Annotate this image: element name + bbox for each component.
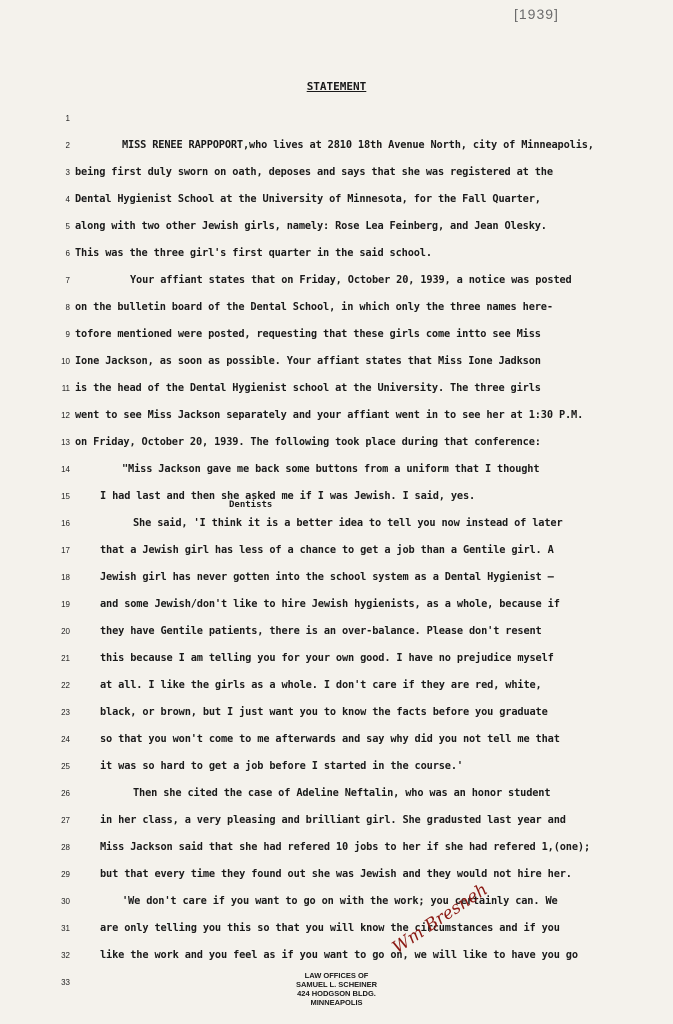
text-line: along with two other Jewish girls, namely: Rose Lea Feinberg, and Jean Olesky.: [75, 220, 547, 232]
line-number: 22: [61, 681, 70, 690]
line-number: 4: [65, 195, 70, 204]
document-title: STATEMENT: [306, 80, 367, 93]
footer-line: SAMUEL L. SCHEINER: [295, 980, 378, 989]
line-number: 16: [61, 519, 70, 528]
text-line: being first duly sworn on oath, deposes and says that she was registered at the: [75, 166, 553, 178]
line-number: 30: [61, 897, 70, 906]
line-number: 2: [65, 141, 70, 150]
line-number: 27: [61, 816, 70, 825]
line-number: 12: [61, 411, 70, 420]
text-line: on the bulletin board of the Dental School, in which only the three names here-: [75, 301, 553, 313]
line-number: 24: [61, 735, 70, 744]
text-line: black, or brown, but I just want you to know the facts before you graduate: [100, 706, 548, 718]
line-number: 15: [61, 492, 70, 501]
text-line: like the work and you feel as if you want to go on, we will like to have you go: [100, 949, 578, 961]
line-number: 32: [61, 951, 70, 960]
line-number: 20: [61, 627, 70, 636]
line-number: 21: [61, 654, 70, 663]
text-line: Jewish girl has never gotten into the school system as a Dental Hygienist —: [100, 571, 554, 583]
law-office-footer: [0, 971, 673, 1007]
handwritten-signature: Wm Bresneh: [388, 879, 492, 958]
text-line: Ione Jackson, as soon as possible. Your affiant states that Miss Ione Jadkson: [75, 355, 541, 367]
line-number: 31: [61, 924, 70, 933]
line-number: 19: [61, 600, 70, 609]
text-line: MISS RENEE RAPPOPORT,who lives at 2810 18th Avenue North, city of Minneapolis,: [122, 139, 594, 151]
interlinear-insert: Dentists: [229, 500, 273, 510]
text-line: went to see Miss Jackson separately and your affiant went in to see her at 1:30 P.M.: [75, 409, 584, 421]
line-number: 33: [61, 978, 70, 987]
line-number: 28: [61, 843, 70, 852]
line-number: 23: [61, 708, 70, 717]
footer-line: MINNEAPOLIS: [310, 998, 363, 1007]
text-line: are only telling you this so that you will know the circumstances and if you: [100, 922, 560, 934]
line-number: 5: [65, 222, 70, 231]
line-number: 18: [61, 573, 70, 582]
text-line: this because I am telling you for your own good. I have no prejudice myself: [100, 652, 554, 664]
text-line: Dental Hygienist School at the University of Minnesota, for the Fall Quarter,: [75, 193, 541, 205]
text-line: is the head of the Dental Hygienist school at the University. The three girls: [75, 382, 541, 394]
text-line: Miss Jackson said that she had refered 10 jobs to her if she had refered 1,(one);: [100, 841, 590, 853]
text-line: tofore mentioned were posted, requesting that these girls come intto see Miss: [75, 328, 541, 340]
line-number: 7: [65, 276, 70, 285]
line-number: 25: [61, 762, 70, 771]
text-line: in her class, a very pleasing and brilliant girl. She gradusted last year and: [100, 814, 566, 826]
line-number: 13: [61, 438, 70, 447]
text-line: it was so hard to get a job before I started in the course.': [100, 760, 463, 772]
line-number: 6: [65, 249, 70, 258]
text-line: Your affiant states that on Friday, October 20, 1939, a notice was posted: [130, 274, 572, 286]
text-line: This was the three girl's first quarter in the said school.: [75, 247, 432, 259]
footer-line: LAW OFFICES OF: [304, 971, 369, 980]
text-line: but that every time they found out she was Jewish and they would not hire her.: [100, 868, 572, 880]
line-number: 29: [61, 870, 70, 879]
text-line: 'We don't care if you want to go on with the work; you certainly can. We: [122, 895, 558, 907]
text-line: "Miss Jackson gave me back some buttons from a uniform that I thought: [122, 463, 540, 475]
text-line: She said, 'I think it is a better idea to tell you now instead of later: [133, 517, 563, 529]
text-line: at all. I like the girls as a whole. I don't care if they are red, white,: [100, 679, 542, 691]
line-number: 3: [65, 168, 70, 177]
line-number: 10: [61, 357, 70, 366]
text-line: that a Jewish girl has less of a chance to get a job than a Gentile girl. A: [100, 544, 554, 556]
text-line: on Friday, October 20, 1939. The following took place during that conference:: [75, 436, 541, 448]
line-number: 11: [61, 384, 70, 393]
footer-line: 424 HODGSON BLDG.: [297, 989, 376, 998]
text-line: I had last and then she asked me if I was Jewish. I said, yes.: [100, 490, 476, 502]
line-number: 8: [65, 303, 70, 312]
text-line: they have Gentile patients, there is an over-balance. Please don't resent: [100, 625, 542, 637]
line-number: 9: [65, 330, 70, 339]
line-number: 14: [61, 465, 70, 474]
line-number: 17: [61, 546, 70, 555]
text-line: Then she cited the case of Adeline Neftalin, who was an honor student: [133, 787, 551, 799]
line-number: 26: [61, 789, 70, 798]
line-number: 1: [65, 114, 70, 123]
text-line: so that you won't come to me afterwards and say why did you not tell me that: [100, 733, 560, 745]
file-stamp: [1939]: [514, 6, 559, 22]
text-line: and some Jewish/don't like to hire Jewish hygienists, as a whole, because if: [100, 598, 560, 610]
